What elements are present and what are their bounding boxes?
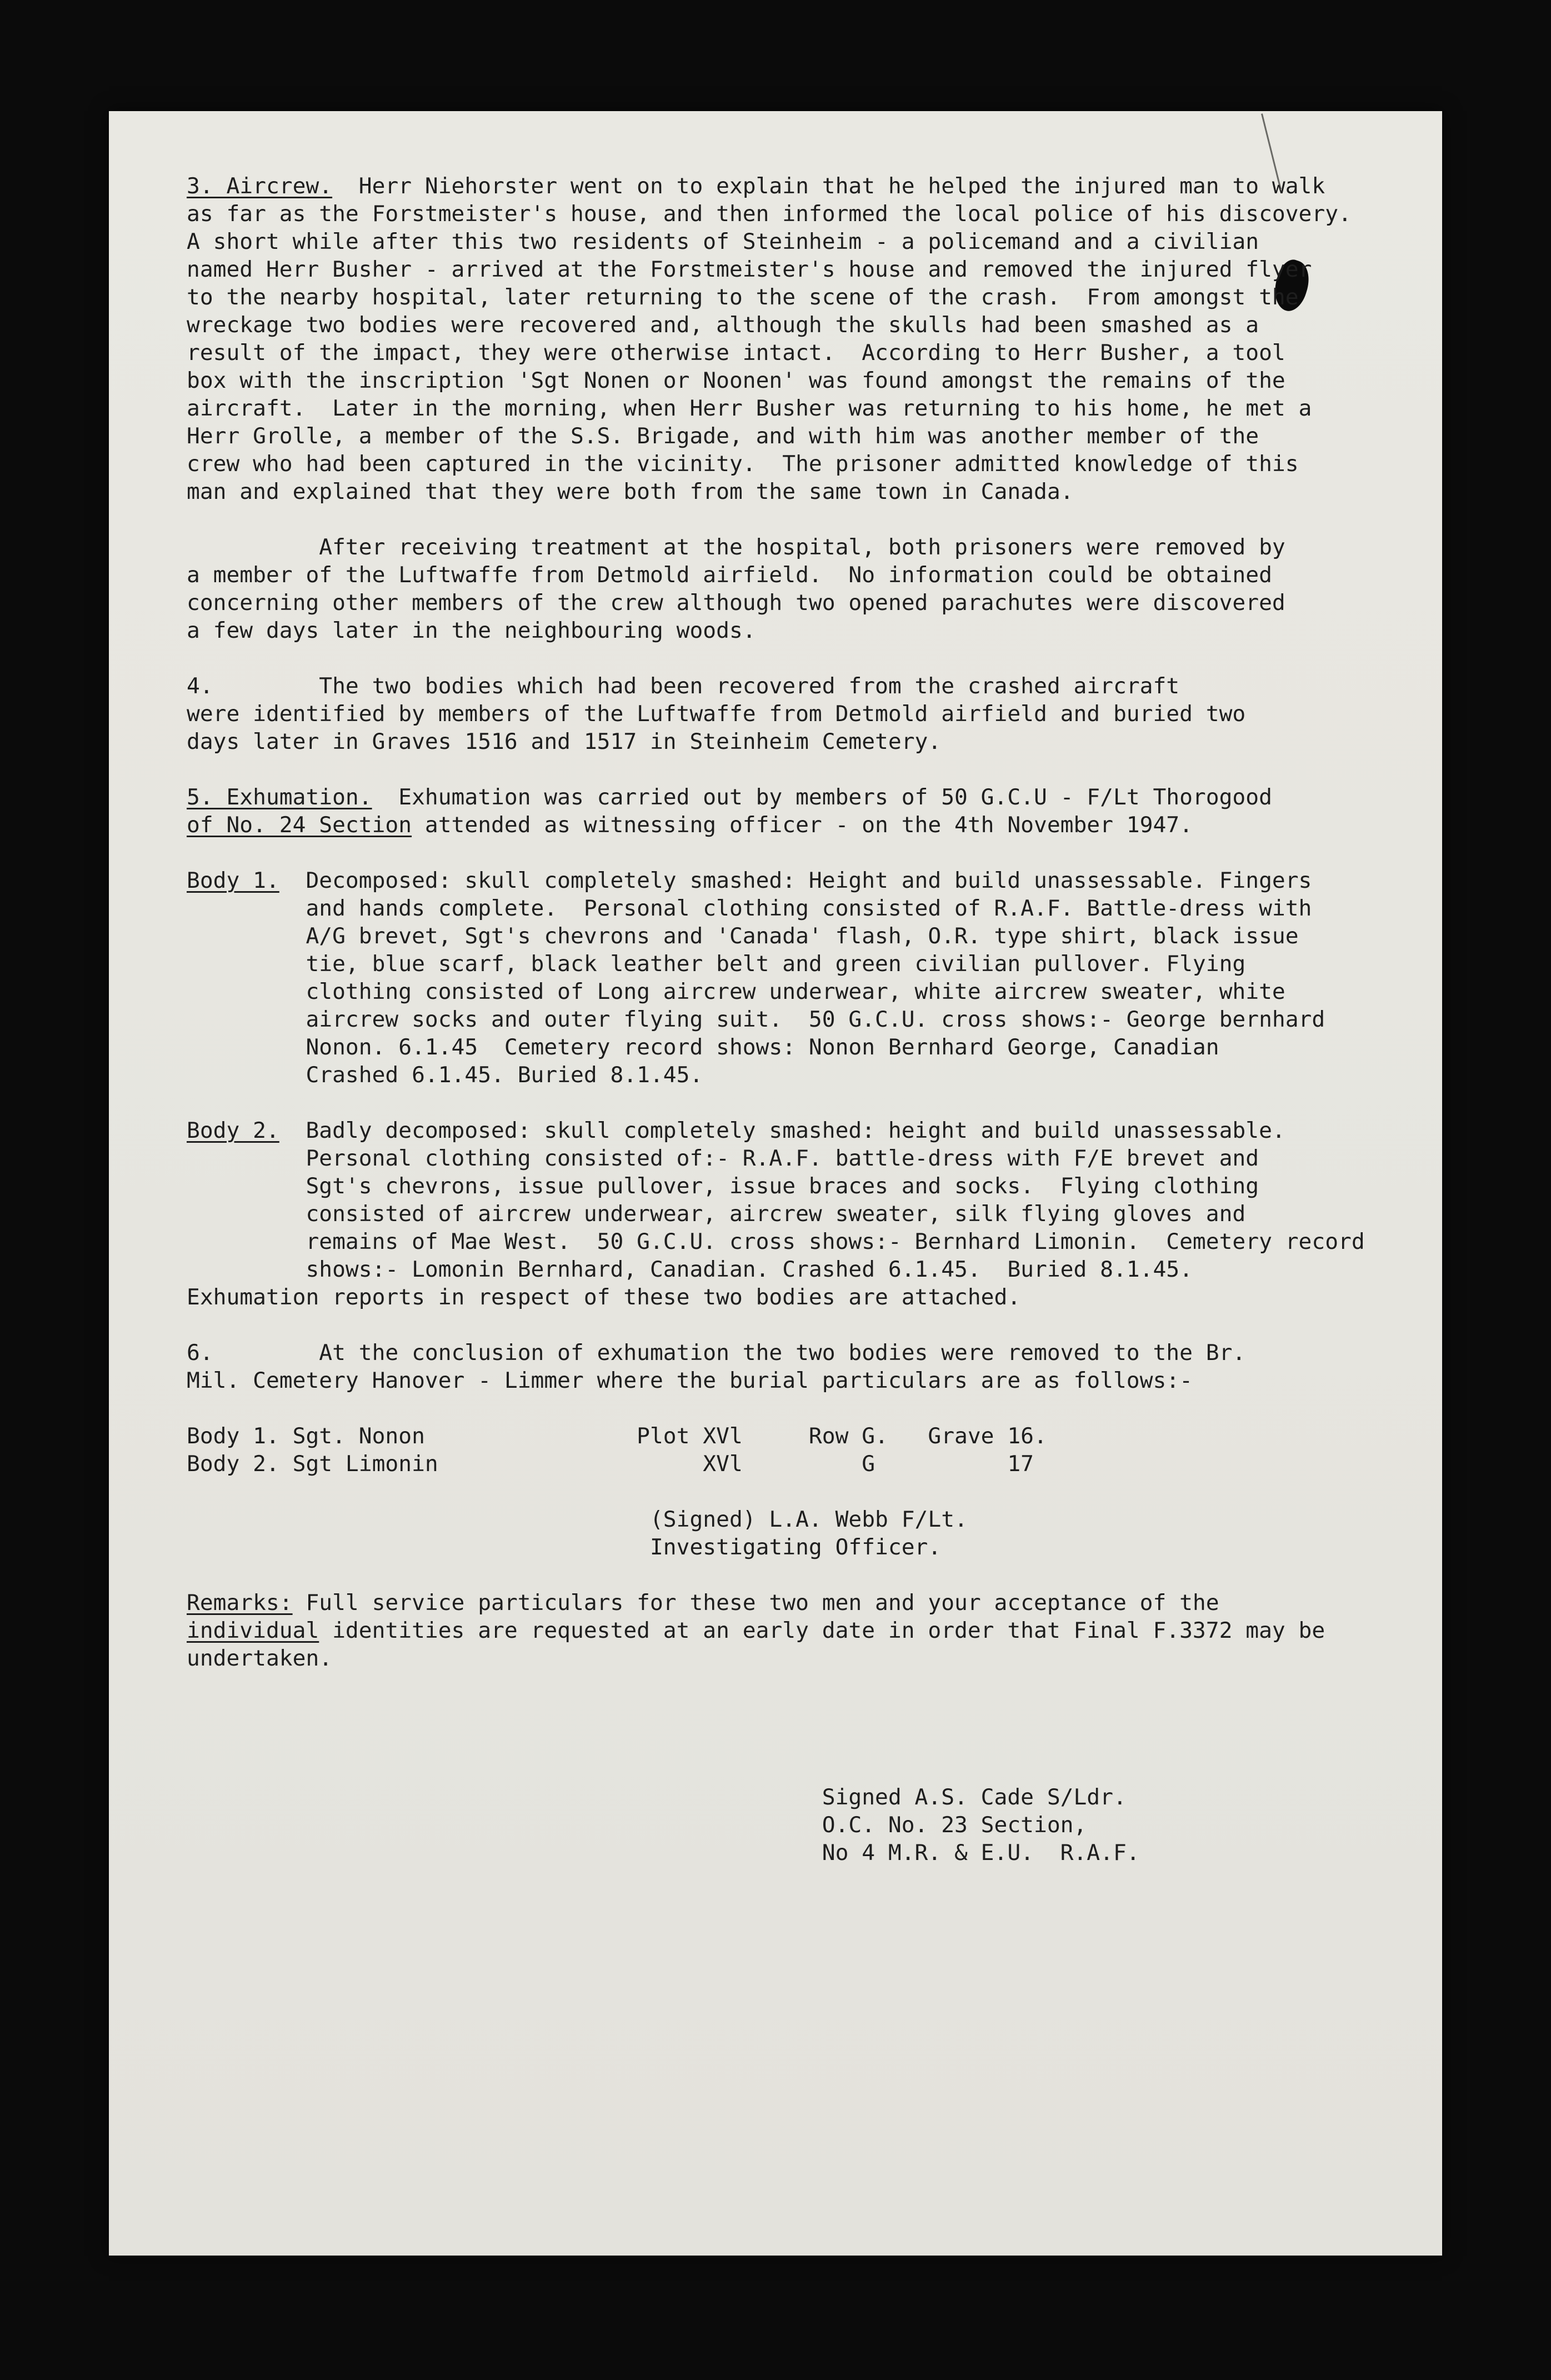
blank-line	[187, 1394, 1481, 1422]
text-line	[187, 1144, 1481, 1172]
text-line	[187, 1339, 1481, 1367]
text-line	[187, 394, 1481, 422]
blank-line	[187, 1756, 1481, 1783]
text-line	[187, 867, 1481, 894]
blank-line	[187, 1089, 1481, 1117]
blank-line	[187, 1311, 1481, 1339]
text-line	[187, 1367, 1481, 1394]
text-line	[187, 922, 1481, 950]
text-line	[187, 672, 1481, 700]
text-line	[187, 1506, 1481, 1533]
blank-line	[187, 1728, 1481, 1756]
underlined-heading: of No. 24 Section	[187, 812, 412, 838]
text-line	[187, 256, 1481, 283]
text-line	[187, 617, 1481, 644]
text-line	[187, 950, 1481, 978]
line-text: days later in Graves 1516 and 1517 in Steinheim Cemetery.	[187, 729, 942, 754]
line-text: aircrew socks and outer flying suit. 50 G.C.U. cross shows:- George bernhard	[187, 1007, 1325, 1032]
text-line	[187, 811, 1481, 839]
text-line	[187, 1589, 1481, 1617]
line-text: and hands complete. Personal clothing consisted of R.A.F. Battle-dress with	[187, 896, 1312, 921]
text-line	[187, 172, 1481, 200]
blank-line	[187, 1561, 1481, 1589]
line-text: No 4 M.R. & E.U. R.A.F.	[187, 1840, 1140, 1866]
text-line	[187, 367, 1481, 394]
line-text: Sgt's chevrons, issue pullover, issue braces and socks. Flying clothing	[187, 1173, 1259, 1199]
text-line	[187, 228, 1481, 256]
line-text: remains of Mae West. 50 G.C.U. cross shows:- Bernhard Limonin. Cemetery record	[187, 1229, 1365, 1254]
line-text: box with the inscription 'Sgt Nonen or Noonen' was found amongst the remains of the	[187, 368, 1285, 393]
line-text: wreckage two bodies were recovered and, although the skulls had been smashed as a	[187, 312, 1259, 338]
underlined-heading: individual	[187, 1618, 319, 1643]
text-line	[187, 450, 1481, 478]
text-line	[187, 1172, 1481, 1200]
document-body	[187, 172, 1481, 1867]
line-text: 4. The two bodies which had been recovered from the crashed aircraft	[187, 673, 1180, 699]
line-text: (Signed) L.A. Webb F/Lt.	[187, 1507, 968, 1532]
text-line	[187, 1450, 1481, 1478]
text-line	[187, 1228, 1481, 1256]
line-text: O.C. No. 23 Section,	[187, 1812, 1087, 1838]
text-line	[187, 1283, 1481, 1311]
text-line	[187, 422, 1481, 450]
line-text: a member of the Luftwaffe from Detmold airfield. No information could be obtained	[187, 562, 1272, 588]
line-text: as far as the Forstmeister's house, and then informed the local police of his discovery.	[187, 201, 1352, 227]
line-text: After receiving treatment at the hospital, both prisoners were removed by	[187, 534, 1285, 560]
line-text: Decomposed: skull completely smashed: Height and build unassessable. Fingers	[279, 868, 1312, 893]
line-text: Body 1. Sgt. Nonon Plot XVl Row G. Grave 16.	[187, 1423, 1047, 1449]
text-line	[187, 1533, 1481, 1561]
text-line	[187, 700, 1481, 728]
line-text: clothing consisted of Long aircrew underwear, white aircrew sweater, white	[187, 979, 1285, 1004]
line-text: identities are requested at an early date in order that Final F.3372 may be	[319, 1618, 1325, 1643]
underlined-heading: 3. Aircrew.	[187, 173, 333, 199]
line-text: concerning other members of the crew although two opened parachutes were discovered	[187, 590, 1285, 616]
line-text: to the nearby hospital, later returning to the scene of the crash. From amongst the	[187, 284, 1299, 310]
line-text: Herr Niehorster went on to explain that he helped the injured man to walk	[332, 173, 1325, 199]
line-text: Herr Grolle, a member of the S.S. Brigade, and with him was another member of the	[187, 423, 1259, 449]
text-line	[187, 311, 1481, 339]
underlined-heading: Remarks:	[187, 1590, 293, 1616]
text-line	[187, 200, 1481, 228]
line-text: crew who had been captured in the vicinity. The prisoner admitted knowledge of this	[187, 451, 1299, 477]
text-line	[187, 1422, 1481, 1450]
text-line	[187, 978, 1481, 1006]
line-text: result of the impact, they were otherwise intact. According to Herr Busher, a tool	[187, 340, 1285, 366]
line-text: Signed A.S. Cade S/Ldr.	[187, 1784, 1127, 1810]
text-line	[187, 894, 1481, 922]
line-text: A short while after this two residents of Steinheim - a policemand and a civilian	[187, 229, 1259, 254]
line-text: Body 2. Sgt Limonin XVl G 17	[187, 1451, 1034, 1477]
line-text: man and explained that they were both from the same town in Canada.	[187, 479, 1074, 504]
line-text: A/G brevet, Sgt's chevrons and 'Canada' flash, O.R. type shirt, black issue	[187, 923, 1299, 949]
blank-line	[187, 644, 1481, 672]
text-line	[187, 1644, 1481, 1672]
line-text: Personal clothing consisted of:- R.A.F. battle-dress with F/E brevet and	[187, 1146, 1259, 1171]
text-line	[187, 1200, 1481, 1228]
text-line	[187, 1033, 1481, 1061]
text-line	[187, 1006, 1481, 1033]
text-line	[187, 478, 1481, 506]
underlined-heading: Body 2.	[187, 1118, 279, 1143]
text-line	[187, 533, 1481, 561]
text-line	[187, 283, 1481, 311]
text-line	[187, 339, 1481, 367]
line-text: were identified by members of the Luftwaffe from Detmold airfield and buried two	[187, 701, 1246, 727]
line-text: Exhumation reports in respect of these two bodies are attached.	[187, 1284, 1021, 1310]
text-line	[187, 1061, 1481, 1089]
text-line	[187, 1839, 1481, 1867]
text-line	[187, 1117, 1481, 1144]
line-text: a few days later in the neighbouring woods.	[187, 618, 756, 643]
text-line	[187, 728, 1481, 756]
underlined-heading: 5. Exhumation.	[187, 784, 372, 810]
text-line	[187, 1783, 1481, 1811]
text-line	[187, 1256, 1481, 1283]
text-line	[187, 589, 1481, 617]
line-text: Mil. Cemetery Hanover - Limmer where the burial particulars are as follows:-	[187, 1368, 1193, 1393]
line-text: 6. At the conclusion of exhumation the two bodies were removed to the Br.	[187, 1340, 1246, 1366]
line-text: Investigating Officer.	[187, 1534, 942, 1560]
line-text: shows:- Lomonin Bernhard, Canadian. Crashed 6.1.45. Buried 8.1.45.	[187, 1257, 1193, 1282]
underlined-heading: Body 1.	[187, 868, 279, 893]
line-text: aircraft. Later in the morning, when Herr Busher was returning to his home, he met a	[187, 396, 1312, 421]
line-text: Crashed 6.1.45. Buried 8.1.45.	[187, 1062, 703, 1088]
text-line	[187, 783, 1481, 811]
line-text: attended as witnessing officer - on the 4th November 1947.	[412, 812, 1193, 838]
blank-line	[187, 1700, 1481, 1728]
text-line	[187, 1617, 1481, 1644]
blank-line	[187, 756, 1481, 783]
line-text: Badly decomposed: skull completely smashed: height and build unassessable.	[279, 1118, 1285, 1143]
line-text: undertaken.	[187, 1646, 333, 1671]
line-text: Full service particulars for these two men and your acceptance of the	[292, 1590, 1219, 1616]
blank-line	[187, 1478, 1481, 1506]
text-line	[187, 561, 1481, 589]
line-text: consisted of aircrew underwear, aircrew sweater, silk flying gloves and	[187, 1201, 1246, 1227]
line-text: Exhumation was carried out by members of 50 G.C.U - F/Lt Thorogood	[372, 784, 1272, 810]
blank-line	[187, 839, 1481, 867]
line-text: Nonon. 6.1.45 Cemetery record shows: Nonon Bernhard George, Canadian	[187, 1034, 1219, 1060]
line-text: tie, blue scarf, black leather belt and green civilian pullover. Flying	[187, 951, 1246, 977]
line-text: named Herr Busher - arrived at the Forstmeister's house and removed the injured flyer	[187, 257, 1312, 282]
blank-line	[187, 1672, 1481, 1700]
blank-line	[187, 506, 1481, 533]
text-line	[187, 1811, 1481, 1839]
